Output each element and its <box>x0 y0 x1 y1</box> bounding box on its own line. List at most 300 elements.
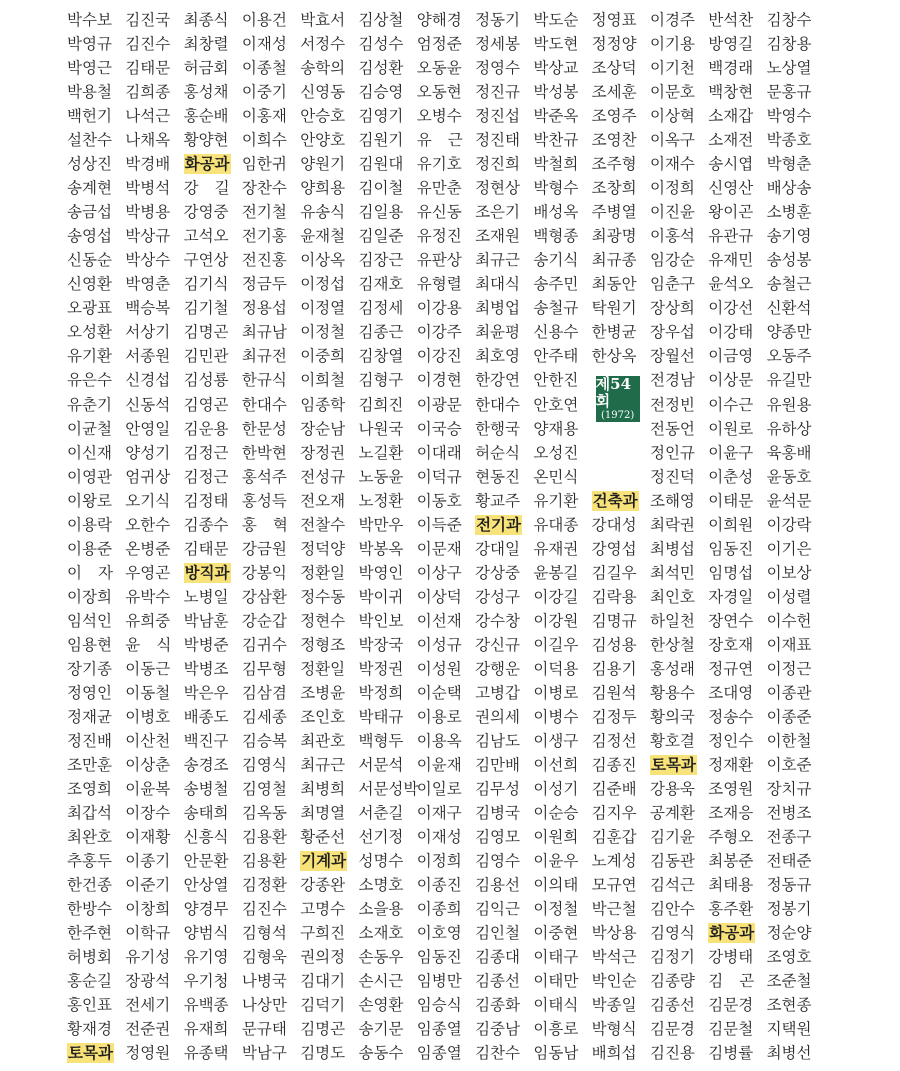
name-entry: 한대수 <box>475 395 520 414</box>
name-entry: 정재환 <box>708 755 754 774</box>
name-entry: 최인호 <box>649 587 695 606</box>
name-entry: 박병조 <box>183 659 229 678</box>
name-entry: 김기식 <box>183 275 229 294</box>
name-entry: 박상수 <box>125 251 171 270</box>
name-entry: 선기정 <box>358 828 404 847</box>
name-entry: 이진윤 <box>649 203 695 222</box>
name-entry: 임동진 <box>708 539 754 558</box>
name-entry: 김일용 <box>358 203 404 222</box>
name-entry: 강삼환 <box>241 587 287 606</box>
department-label: 화공과 <box>709 924 755 943</box>
name-entry: 윤봉길 <box>533 563 579 582</box>
name-entry: 정인규 <box>649 443 695 462</box>
name-entry: 서종원 <box>125 347 171 366</box>
name-entry: 박병용 <box>125 203 171 222</box>
name-entry: 안문환 <box>183 852 229 871</box>
name-entry: 이정철 <box>300 323 346 342</box>
name-entry: 이태구 <box>533 948 579 967</box>
name-entry: 김문경 <box>708 996 754 1015</box>
name-entry: 이보상 <box>766 563 812 582</box>
name-entry: 이의태 <box>533 876 579 895</box>
name-entry: 장연수 <box>708 611 754 630</box>
name-entry: 이윤복 <box>125 780 171 799</box>
name-entry: 이희원 <box>708 515 754 534</box>
name-entry: 유형렬 <box>416 275 462 294</box>
name-entry: 조인호 <box>300 707 346 726</box>
name-entry: 박수보 <box>67 11 112 30</box>
name-entry: 탁원기 <box>591 299 637 318</box>
name-entry: 허순식 <box>475 443 520 462</box>
name-entry: 한규식 <box>241 371 287 390</box>
name-entry: 소을용 <box>358 900 404 919</box>
name-entry: 오동주 <box>766 347 812 366</box>
name-entry: 이기천 <box>649 59 695 78</box>
name-entry: 백경래 <box>708 59 754 78</box>
name-entry: 정영수 <box>475 59 520 78</box>
name-entry: 김기철 <box>183 299 229 318</box>
name-entry: 전기홍 <box>241 227 287 246</box>
name-entry: 박영근 <box>67 59 112 78</box>
name-entry: 이재수 <box>649 155 695 174</box>
name-entry: 양원기 <box>300 155 346 174</box>
name-entry: 김찬수 <box>475 1044 520 1063</box>
name-entry: 김형석 <box>241 924 287 943</box>
name-entry: 정진덕 <box>649 467 695 486</box>
name-entry: 김안수 <box>649 900 695 919</box>
name-entry: 송경조 <box>183 755 229 774</box>
name-entry: 이상문 <box>708 371 754 390</box>
name-entry: 이종철 <box>241 59 287 78</box>
name-entry: 홍성득 <box>241 491 287 510</box>
name-entry: 이강길 <box>533 587 579 606</box>
name-entry: 이균철 <box>67 419 112 438</box>
name-entry: 임동진 <box>416 948 462 967</box>
name-entry: 김원기 <box>358 131 404 150</box>
name-entry: 신동석 <box>125 395 171 414</box>
name-entry: 김영식 <box>649 924 695 943</box>
name-entry: 이춘성 <box>708 467 754 486</box>
name-entry: 이득준 <box>416 515 462 534</box>
name-entry: 서상기 <box>125 323 171 342</box>
name-entry: 김성수 <box>358 35 404 54</box>
name-entry: 김기윤 <box>649 828 695 847</box>
name-entry: 박경배 <box>125 155 171 174</box>
name-entry: 박성봉 <box>533 83 579 102</box>
name-entry: 김세종 <box>241 707 287 726</box>
name-entry: 박찬규 <box>533 131 579 150</box>
name-entry: 임동남 <box>533 1044 579 1063</box>
name-entry: 임종열 <box>416 1020 462 1039</box>
name-entry: 지택원 <box>766 1020 812 1039</box>
name-entry: 김대기 <box>300 972 346 991</box>
name-entry: 한대수 <box>241 395 287 414</box>
name-entry: 이문재 <box>416 539 462 558</box>
name-entry: 김정근 <box>183 467 229 486</box>
name-entry: 최완호 <box>67 828 112 847</box>
name-entry: 최락권 <box>649 515 695 534</box>
name-entry: 임종열 <box>416 1044 462 1063</box>
name-entry: 송학의 <box>300 59 346 78</box>
name-entry: 조영원 <box>708 780 754 799</box>
department-label: 전기과 <box>476 515 521 534</box>
name-entry: 소명호 <box>358 876 404 895</box>
name-entry: 이옥구 <box>649 131 695 150</box>
name-entry: 최봉준 <box>708 852 754 871</box>
name-entry: 이종관 <box>766 683 812 702</box>
name-entry: 유길만 <box>766 371 812 390</box>
name-entry: 안양호 <box>300 131 346 150</box>
name-entry: 이강선 <box>708 299 754 318</box>
name-entry: 박병석 <box>125 179 171 198</box>
name-entry: 유기호 <box>416 155 462 174</box>
name-entry: 정순양 <box>766 924 812 943</box>
name-entry: 최대식 <box>475 275 520 294</box>
name-entry: 전기철 <box>241 203 287 222</box>
name-entry: 손영환 <box>358 996 404 1015</box>
name-entry: 유대종 <box>533 515 579 534</box>
name-entry: 임강순 <box>649 251 695 270</box>
name-entry: 구희진 <box>300 924 346 943</box>
name-entry: 주형오 <box>708 828 754 847</box>
name-entry: 유은수 <box>67 371 112 390</box>
name-entry: 양성기 <box>125 443 171 462</box>
name-entry: 양경무 <box>183 900 229 919</box>
name-entry: 최병섭 <box>649 539 695 558</box>
name-entry: 장상희 <box>649 299 695 318</box>
name-entry: 이종준 <box>766 707 812 726</box>
name-entry: 소재호 <box>358 924 404 943</box>
name-entry: 최창렬 <box>183 35 229 54</box>
name-entry: 박영춘 <box>125 275 171 294</box>
name-entry: 김창열 <box>358 347 404 366</box>
name-entry: 박인순 <box>591 972 637 991</box>
name-entry: 이윤구 <box>708 443 754 462</box>
name-entry: 한문성 <box>241 419 287 438</box>
name-entry: 안주태 <box>533 347 579 366</box>
name-entry: 고병갑 <box>475 683 520 702</box>
name-entry: 박봉옥 <box>358 539 404 558</box>
name-entry: 황의국 <box>649 707 695 726</box>
name-entry: 김종수 <box>183 515 229 534</box>
name-entry: 이신재 <box>67 443 112 462</box>
name-entry: 강수창 <box>475 611 520 630</box>
name-entry: 유재민 <box>708 251 754 270</box>
name-entry: 유관규 <box>708 227 754 246</box>
name-entry: 강신규 <box>475 635 520 654</box>
name-entry: 강용욱 <box>649 780 695 799</box>
name-entry: 안영일 <box>125 419 171 438</box>
name-entry: 김운용 <box>183 419 229 438</box>
name-entry: 강영중 <box>183 203 229 222</box>
name-entry: 강금원 <box>241 539 287 558</box>
name-entry: 이선희 <box>533 755 579 774</box>
name-entry: 이흥로 <box>533 1020 579 1039</box>
name-entry: 조세훈 <box>591 83 637 102</box>
name-entry: 최호영 <box>475 347 520 366</box>
name-entry: 송기영 <box>766 227 812 246</box>
name-entry: 박이귀 <box>358 587 404 606</box>
department-label: 화공과 <box>184 155 230 174</box>
name-entry: 노상열 <box>766 59 812 78</box>
name-entry: 최병선 <box>766 1044 812 1063</box>
name-entry: 신환석 <box>766 299 812 318</box>
name-entry: 김장근 <box>358 251 404 270</box>
name-entry: 김종진 <box>591 755 637 774</box>
name-entry: 김종화 <box>475 996 520 1015</box>
name-entry: 이병호 <box>125 707 171 726</box>
name-entry: 유판상 <box>416 251 462 270</box>
name-entry: 정형조 <box>300 635 346 654</box>
name-entry: 소재전 <box>708 131 754 150</box>
name-entry: 김정두 <box>591 707 637 726</box>
name-entry: 신경섭 <box>125 371 171 390</box>
name-entry: 정덕양 <box>300 539 346 558</box>
name-entry: 최병희 <box>300 780 346 799</box>
name-entry: 임병만 <box>416 972 462 991</box>
name-entry: 김용환 <box>241 852 287 871</box>
name-entry: 이경주 <box>649 11 695 30</box>
name-entry: 정인수 <box>708 731 754 750</box>
name-entry: 신동순 <box>67 251 112 270</box>
name-entry: 유기성 <box>125 948 171 967</box>
name-entry: 신용수 <box>533 323 579 342</box>
name-entry: 이일로 <box>416 780 462 799</box>
name-entry: 김문경 <box>649 1020 695 1039</box>
name-entry: 송철규 <box>533 299 579 318</box>
name-entry: 이선재 <box>416 611 462 630</box>
name-entry: 백형두 <box>358 731 404 750</box>
name-entry: 이용건 <box>241 11 287 30</box>
name-entry: 김무성 <box>475 780 520 799</box>
name-entry: 이희철 <box>300 371 346 390</box>
name-entry: 박상규 <box>125 227 171 246</box>
department-label: 기계과 <box>301 852 347 871</box>
name-entry: 조창희 <box>591 179 637 198</box>
name-entry: 노정환 <box>358 491 404 510</box>
name-entry: 박효서 <box>300 11 346 30</box>
name-entry: 이문호 <box>649 83 695 102</box>
name-entry: 이경현 <box>416 371 462 390</box>
name-entry: 설찬수 <box>67 131 112 150</box>
name-entry: 정영원 <box>125 1044 171 1063</box>
name-entry: 유원용 <box>766 395 812 414</box>
name-entry: 강순갑 <box>241 611 287 630</box>
name-entry: 조준철 <box>766 972 812 991</box>
name-entry: 장광석 <box>125 972 171 991</box>
name-entry: 배상송 <box>766 179 812 198</box>
name-entry: 정진규 <box>475 83 520 102</box>
name-entry: 배성옥 <box>533 203 579 222</box>
name-entry: 강봉익 <box>241 563 287 582</box>
name-entry: 최병업 <box>475 299 520 318</box>
name-entry: 전준권 <box>125 1020 171 1039</box>
name-entry: 이수근 <box>708 395 754 414</box>
name-entry: 이 자 <box>67 563 113 582</box>
name-entry: 온민식 <box>533 467 579 486</box>
name-entry: 이용락 <box>67 515 112 534</box>
name-entry: 김용선 <box>475 876 520 895</box>
name-entry: 성상진 <box>67 155 112 174</box>
name-entry: 이강주 <box>416 323 462 342</box>
name-entry: 전성규 <box>300 467 346 486</box>
name-entry: 백형종 <box>533 227 579 246</box>
name-entry: 박정권 <box>358 659 404 678</box>
name-entry: 전경남 <box>649 371 695 390</box>
name-entry: 김무형 <box>241 659 287 678</box>
name-entry: 정동기 <box>475 11 520 30</box>
name-entry: 자경일 <box>708 587 754 606</box>
name-entry: 송성봉 <box>766 251 812 270</box>
name-entry: 엄귀상 <box>125 467 171 486</box>
name-entry: 이강진 <box>416 347 462 366</box>
name-entry: 박형수 <box>533 179 579 198</box>
name-entry: 주병열 <box>591 203 637 222</box>
name-entry: 김귀수 <box>241 635 287 654</box>
name-entry: 윤석오 <box>708 275 754 294</box>
name-entry: 김영식 <box>241 755 287 774</box>
name-entry: 서문석 <box>358 755 404 774</box>
name-entry: 송기식 <box>533 251 579 270</box>
name-entry: 조영찬 <box>591 131 637 150</box>
name-entry: 이왕로 <box>67 491 112 510</box>
name-entry: 노계성 <box>591 852 637 871</box>
name-entry: 이중희 <box>300 347 346 366</box>
name-entry: 서정수 <box>300 35 346 54</box>
name-entry: 박철희 <box>533 155 579 174</box>
name-entry: 장정권 <box>300 443 346 462</box>
name-entry: 송영섭 <box>67 227 112 246</box>
name-entry: 김형욱 <box>241 948 287 967</box>
name-entry: 이순택 <box>416 683 462 702</box>
name-entry: 김훈갑 <box>591 828 637 847</box>
name-entry: 임한귀 <box>241 155 287 174</box>
name-entry: 이희수 <box>241 131 287 150</box>
name-entry: 안상열 <box>183 876 229 895</box>
name-entry: 홍성채 <box>183 83 229 102</box>
name-entry: 유하상 <box>766 419 812 438</box>
name-entry: 신영동 <box>300 83 346 102</box>
name-entry: 이한철 <box>766 731 812 750</box>
name-entry: 강종완 <box>300 876 346 895</box>
name-entry: 한상옥 <box>591 347 637 366</box>
name-entry: 배종도 <box>183 707 229 726</box>
name-entry: 김길우 <box>591 563 637 582</box>
department-label: 방직과 <box>184 563 230 582</box>
name-entry: 양범식 <box>183 924 229 943</box>
name-entry: 전정빈 <box>649 395 695 414</box>
name-entry: 황준선 <box>300 828 346 847</box>
name-entry: 김용환 <box>241 828 287 847</box>
name-entry: 최갑석 <box>67 804 112 823</box>
name-entry: 강대성 <box>591 515 637 534</box>
name-entry: 김옥동 <box>241 804 287 823</box>
name-entry: 이덕용 <box>533 659 579 678</box>
name-entry: 이영관 <box>67 467 112 486</box>
name-entry: 이호영 <box>416 924 462 943</box>
name-entry: 전동언 <box>649 419 695 438</box>
name-entry: 유백종 <box>183 996 229 1015</box>
name-entry: 이병로 <box>533 683 579 702</box>
name-entry: 우영곤 <box>125 563 171 582</box>
name-entry: 송철근 <box>766 275 812 294</box>
name-entry: 정동규 <box>766 876 812 895</box>
name-entry: 정용섭 <box>241 299 287 318</box>
name-entry: 이덕규 <box>416 467 462 486</box>
name-entry: 조병윤 <box>300 683 346 702</box>
name-entry: 조재응 <box>708 804 754 823</box>
name-entry: 정송수 <box>708 707 754 726</box>
name-entry: 임용현 <box>67 635 112 654</box>
name-entry: 이용옥 <box>416 731 462 750</box>
name-entry: 한행국 <box>475 419 520 438</box>
name-entry: 이성원 <box>416 659 462 678</box>
name-entry: 박태규 <box>358 707 404 726</box>
name-entry: 소병훈 <box>766 203 812 222</box>
name-entry: 구연상 <box>183 251 229 270</box>
name-entry: 홍인표 <box>67 996 112 1015</box>
name-entry: 한상철 <box>649 635 695 654</box>
name-entry: 유기영 <box>183 948 229 967</box>
name-entry: 이상구 <box>416 563 462 582</box>
name-entry: 정금두 <box>241 275 287 294</box>
name-entry: 서춘길 <box>358 804 404 823</box>
name-entry: 우기청 <box>183 972 229 991</box>
department-label: 토목과 <box>650 755 696 774</box>
name-entry: 방영길 <box>708 35 754 54</box>
name-entry: 안한진 <box>533 371 579 390</box>
name-entry: 김삼겸 <box>241 683 287 702</box>
name-entry: 오성환 <box>67 323 112 342</box>
name-entry: 백진구 <box>183 731 229 750</box>
name-entry: 박종일 <box>591 996 637 1015</box>
name-entry: 박종호 <box>766 131 812 150</box>
name-entry: 정정양 <box>591 35 637 54</box>
name-entry: 김창용 <box>766 35 812 54</box>
name-entry: 송주민 <box>533 275 579 294</box>
name-entry: 박준옥 <box>533 107 579 126</box>
name-entry: 정영인 <box>67 683 112 702</box>
name-entry: 전오재 <box>300 491 346 510</box>
name-entry: 조해영 <box>649 491 695 510</box>
name-entry: 김동관 <box>649 852 695 871</box>
name-entry: 김승복 <box>241 731 287 750</box>
name-entry: 이재구 <box>416 804 462 823</box>
name-entry: 손동우 <box>358 948 404 967</box>
name-entry: 최규종 <box>591 251 637 270</box>
name-entry: 이학규 <box>125 924 171 943</box>
name-entry: 정현수 <box>300 611 346 630</box>
name-entry: 김성용 <box>591 635 637 654</box>
name-entry: 한병균 <box>591 323 637 342</box>
name-entry: 장호재 <box>708 635 754 654</box>
name-entry: 강영섭 <box>591 539 637 558</box>
name-entry: 정환일 <box>300 563 346 582</box>
name-entry: 박남훈 <box>183 611 229 630</box>
name-entry: 임춘구 <box>649 275 695 294</box>
name-entry: 강상중 <box>475 563 520 582</box>
name-entry: 김종근 <box>358 323 404 342</box>
name-entry: 이장희 <box>67 587 112 606</box>
name-entry: 김명곤 <box>183 323 229 342</box>
name-entry: 임종학 <box>300 395 346 414</box>
name-entry: 김진국 <box>125 11 171 30</box>
name-entry: 송계현 <box>67 179 112 198</box>
name-entry: 김락용 <box>591 587 637 606</box>
name-entry: 김태문 <box>125 59 171 78</box>
name-entry: 김원대 <box>358 155 404 174</box>
name-entry: 김재호 <box>358 275 404 294</box>
name-entry: 신영산 <box>708 179 754 198</box>
